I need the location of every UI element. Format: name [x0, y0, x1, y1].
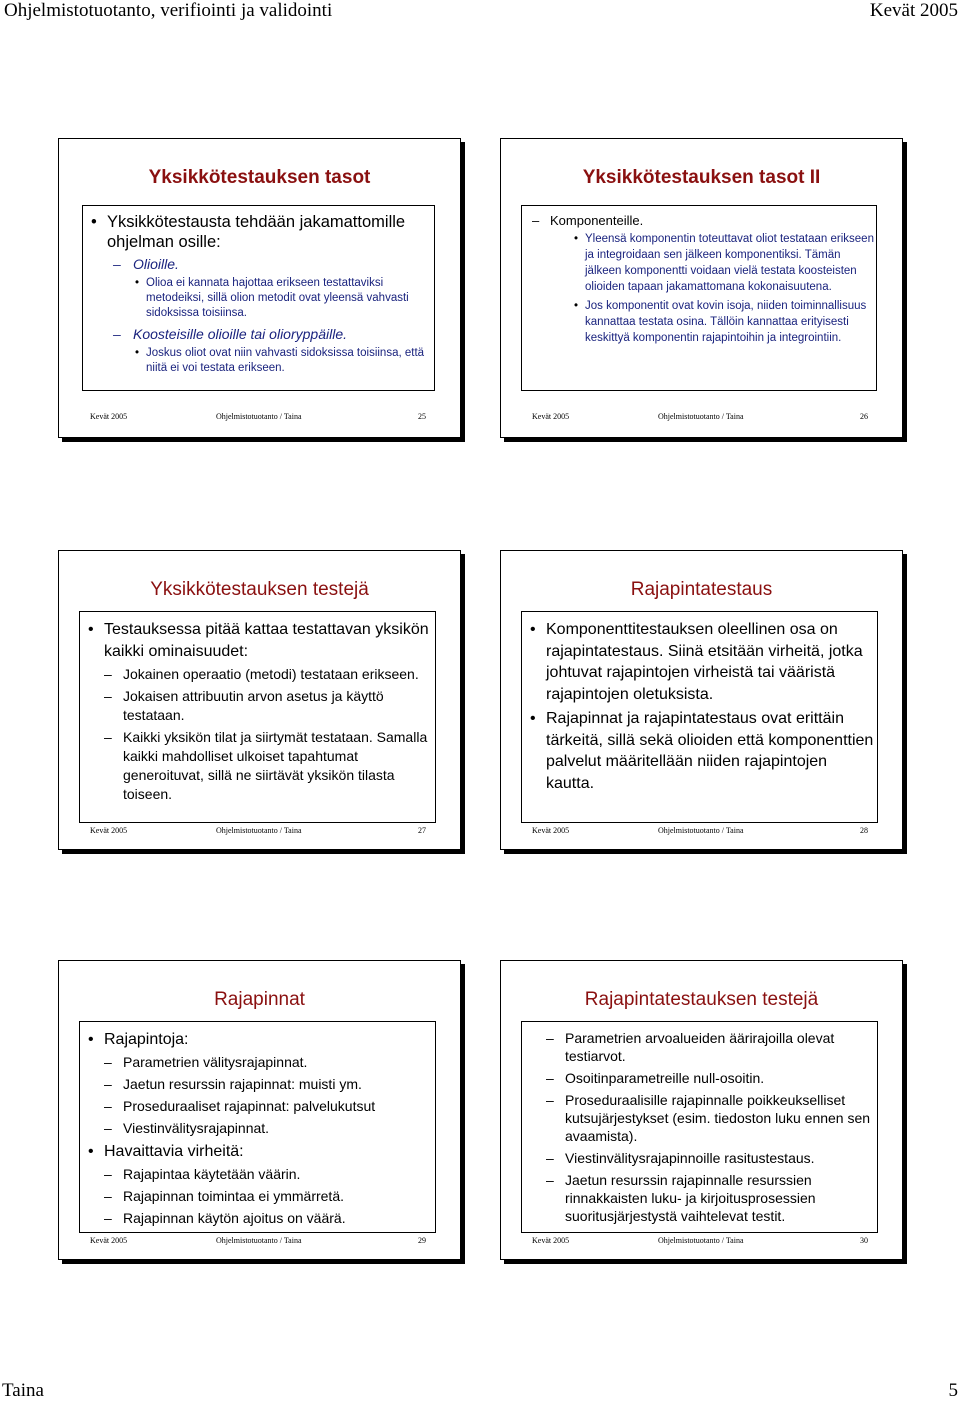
bullet-item	[80, 1187, 435, 1205]
bullet-marker: •	[91, 213, 97, 231]
bullet-text: Viestinvälitysrajapinnat.	[123, 1120, 270, 1136]
slide-title: Yksikkötestauksen tasot II	[582, 167, 821, 188]
page-header	[0, 0, 960, 26]
slide-29	[58, 960, 461, 1260]
dash-marker: –	[546, 1172, 554, 1188]
bullet-text: Olioille.	[133, 256, 179, 272]
slide-footer	[59, 412, 460, 425]
bullet-marker: •	[88, 621, 94, 638]
bullet-marker: •	[88, 1031, 94, 1048]
footer-date: Kevät 2005	[532, 826, 570, 835]
slide-title: Yksikkötestauksen testejä	[150, 579, 369, 600]
bullet-item	[83, 255, 434, 273]
bullet-item	[80, 1097, 435, 1115]
document-term: Kevät 2005	[869, 0, 958, 21]
footer-course: Ohjelmistotuotanto / Taina	[658, 826, 744, 835]
dash-marker: –	[532, 213, 540, 228]
bullet-text: Kaikki yksikön tilat ja siirtymät testataan. Samalla kaikki mahdolliset ulkoiset tapahtumat generoituvat, sillä ne siirtävät yksikön tilasta toiseen.	[123, 729, 428, 802]
bullet-text: Proseduraaliset rajapinnat: palvelukutsut	[123, 1098, 376, 1114]
slide-footer	[501, 826, 902, 839]
bullet-text: Proseduraalisille rajapinnalle poikkeukselliset kutsujärjestykset (esim. tiedoston luku ennen sen avaamista).	[565, 1092, 871, 1144]
bullet-item	[80, 1165, 435, 1183]
bullet-item	[80, 1119, 435, 1137]
slide-footer	[501, 412, 902, 425]
bullet-text: Jaetun resurssin rajapinnalle resurssien rinnakkaisten luku- ja kirjoitusprosessien suoritusjärjestystä vaihtelevat testit.	[565, 1172, 816, 1224]
dash-marker: –	[104, 666, 112, 682]
bullet-item	[522, 1069, 877, 1087]
slide-content	[521, 611, 878, 823]
footer-date: Kevät 2005	[90, 826, 128, 835]
slide-footer	[59, 826, 460, 839]
bullet-item	[522, 1171, 877, 1225]
bullet-text: Yleensä komponentin toteuttavat oliot testataan erikseen ja integroidaan sen jälkeen komponentiksi. Tämän jälkeen komponentti voidaan vielä testata koosteisten olioiden tapaan jakamattomana kokonaisuutena.	[585, 233, 874, 293]
slide-number: 27	[418, 826, 426, 835]
bullet-text: Osoitinparametreille null-osoitin.	[565, 1070, 765, 1086]
slide-title: Rajapintatestaus	[630, 579, 773, 600]
bullet-item	[522, 1149, 877, 1167]
bullet-text: Rajapintoja:	[104, 1031, 189, 1048]
bullet-text: Rajapintaa käytetään väärin.	[123, 1166, 301, 1182]
bullet-text: Yksikkötestausta tehdään jakamattomille ohjelman osille:	[107, 213, 406, 251]
footer-course: Ohjelmistotuotanto / Taina	[216, 412, 302, 421]
bullet-text: Viestinvälitysrajapinnoille rasitustestaus.	[565, 1150, 815, 1166]
dash-marker: –	[113, 326, 121, 342]
bullet-item	[80, 1075, 435, 1093]
bullet-item	[80, 728, 435, 804]
page-footer	[0, 1380, 960, 1399]
bullet-item	[522, 1029, 877, 1065]
bullet-item	[522, 1091, 877, 1145]
dash-marker: –	[113, 256, 121, 272]
slide-footer	[501, 1236, 902, 1249]
bullet-marker: •	[135, 277, 140, 289]
footer-date: Kevät 2005	[90, 1236, 128, 1245]
dash-marker: –	[104, 1076, 112, 1092]
bullet-text: Olioa ei kannata hajottaa erikseen testattaviksi metodeiksi, sillä olion metodit ovat yleensä vahvasti sidoksissa toisiinsa.	[146, 277, 409, 319]
bullet-item	[80, 1029, 435, 1050]
slide-26	[500, 138, 903, 438]
bullet-text: Parametrien arvoalueiden äärirajoilla olevat testiarvot.	[565, 1030, 835, 1064]
slide-content	[521, 1021, 878, 1233]
slide-number: 29	[418, 1236, 426, 1245]
slide-footer	[59, 1236, 460, 1249]
bullet-item	[83, 276, 434, 321]
bullet-item	[80, 1141, 435, 1162]
bullet-item	[80, 687, 435, 725]
footer-course: Ohjelmistotuotanto / Taina	[658, 412, 744, 421]
bullet-text: Jaetun resurssin rajapinnat: muisti ym.	[123, 1076, 362, 1092]
bullet-text: Jokaisen attribuutin arvon asetus ja käyttö testataan.	[123, 688, 384, 723]
page-number: 5	[948, 1380, 958, 1401]
bullet-item	[83, 212, 434, 252]
slide-number: 28	[860, 826, 868, 835]
bullet-marker: •	[135, 347, 140, 359]
dash-marker: –	[546, 1070, 554, 1086]
footer-date: Kevät 2005	[532, 1236, 570, 1245]
slide-number: 26	[860, 412, 868, 421]
slide-content	[79, 1021, 436, 1233]
bullet-text: Rajapinnan käytön ajoitus on väärä.	[123, 1210, 346, 1226]
slide-content	[82, 205, 435, 391]
bullet-item	[80, 1209, 435, 1227]
slide-title: Rajapintatestauksen testejä	[584, 989, 819, 1010]
dash-marker: –	[104, 688, 112, 704]
bullet-text: Jokainen operaatio (metodi) testataan erikseen.	[123, 666, 419, 682]
bullet-item	[83, 325, 434, 343]
bullet-text: Havaittavia virheitä:	[104, 1143, 244, 1160]
dash-marker: –	[104, 1188, 112, 1204]
slide-25	[58, 138, 461, 438]
bullet-text: Testauksessa pitää kattaa testattavan yksikön kaikki ominaisuudet:	[104, 621, 429, 660]
bullet-marker: •	[530, 710, 536, 727]
dash-marker: –	[546, 1092, 554, 1108]
slide-number: 30	[860, 1236, 868, 1245]
bullet-marker: •	[574, 233, 579, 245]
bullet-item	[80, 665, 435, 684]
dash-marker: –	[104, 1054, 112, 1070]
bullet-item	[83, 346, 434, 376]
bullet-text: Rajapinnat ja rajapintatestaus ovat erittäin tärkeitä, sillä sekä olioiden että komponenttien palvelut määritellään niiden rajapintojen kautta.	[546, 710, 874, 792]
dash-marker: –	[546, 1030, 554, 1046]
slide-27	[58, 550, 461, 850]
dash-marker: –	[546, 1150, 554, 1166]
bullet-item	[522, 298, 876, 346]
bullet-marker: •	[530, 621, 536, 638]
dash-marker: –	[104, 1120, 112, 1136]
footer-course: Ohjelmistotuotanto / Taina	[216, 1236, 302, 1245]
slide-title: Yksikkötestauksen tasot	[148, 167, 371, 188]
footer-course: Ohjelmistotuotanto / Taina	[216, 826, 302, 835]
dash-marker: –	[104, 1210, 112, 1226]
bullet-item	[80, 619, 435, 662]
bullet-marker: •	[574, 300, 579, 312]
bullet-item	[522, 212, 876, 229]
dash-marker: –	[104, 729, 112, 745]
bullet-item	[522, 231, 876, 295]
bullet-text: Parametrien välitysrajapinnat.	[123, 1054, 308, 1070]
bullet-text: Koosteisille olioille tai olioryppäille.	[133, 326, 347, 342]
bullet-text: Komponenteille.	[550, 213, 644, 228]
slide-28	[500, 550, 903, 850]
footer-date: Kevät 2005	[90, 412, 128, 421]
bullet-item	[522, 708, 877, 794]
bullet-item	[522, 619, 877, 705]
bullet-text: Komponenttitestauksen oleellinen osa on rajapintatestaus. Siinä etsitään virheitä, jotka johtuvat rajapintojen virheistä tai vääristä rajapintojen oletuksista.	[546, 621, 863, 703]
slide-30	[500, 960, 903, 1260]
footer-date: Kevät 2005	[532, 412, 570, 421]
slide-number: 25	[418, 412, 426, 421]
document-title: Ohjelmistotuotanto, verifiointi ja validointi	[4, 0, 333, 21]
dash-marker: –	[104, 1166, 112, 1182]
bullet-marker: •	[88, 1143, 94, 1160]
bullet-text: Jos komponentit ovat kovin isoja, niiden toiminnallisuus kannattaa testata osina. Tällöin kannattaa erityisesti keskittyä komponentin rajapintoihin ja integrointiin.	[585, 300, 867, 344]
bullet-text: Rajapinnan toimintaa ei ymmärretä.	[123, 1188, 344, 1204]
slide-content	[521, 205, 877, 391]
dash-marker: –	[104, 1098, 112, 1114]
slide-content	[79, 611, 436, 823]
footer-course: Ohjelmistotuotanto / Taina	[658, 1236, 744, 1245]
bullet-item	[80, 1053, 435, 1071]
bullet-text: Joskus oliot ovat niin vahvasti sidoksissa toisiinsa, että niitä ei voi testata erikseen.	[146, 347, 425, 374]
slide-title: Rajapinnat	[214, 989, 305, 1010]
author-name: Taina	[2, 1380, 44, 1401]
